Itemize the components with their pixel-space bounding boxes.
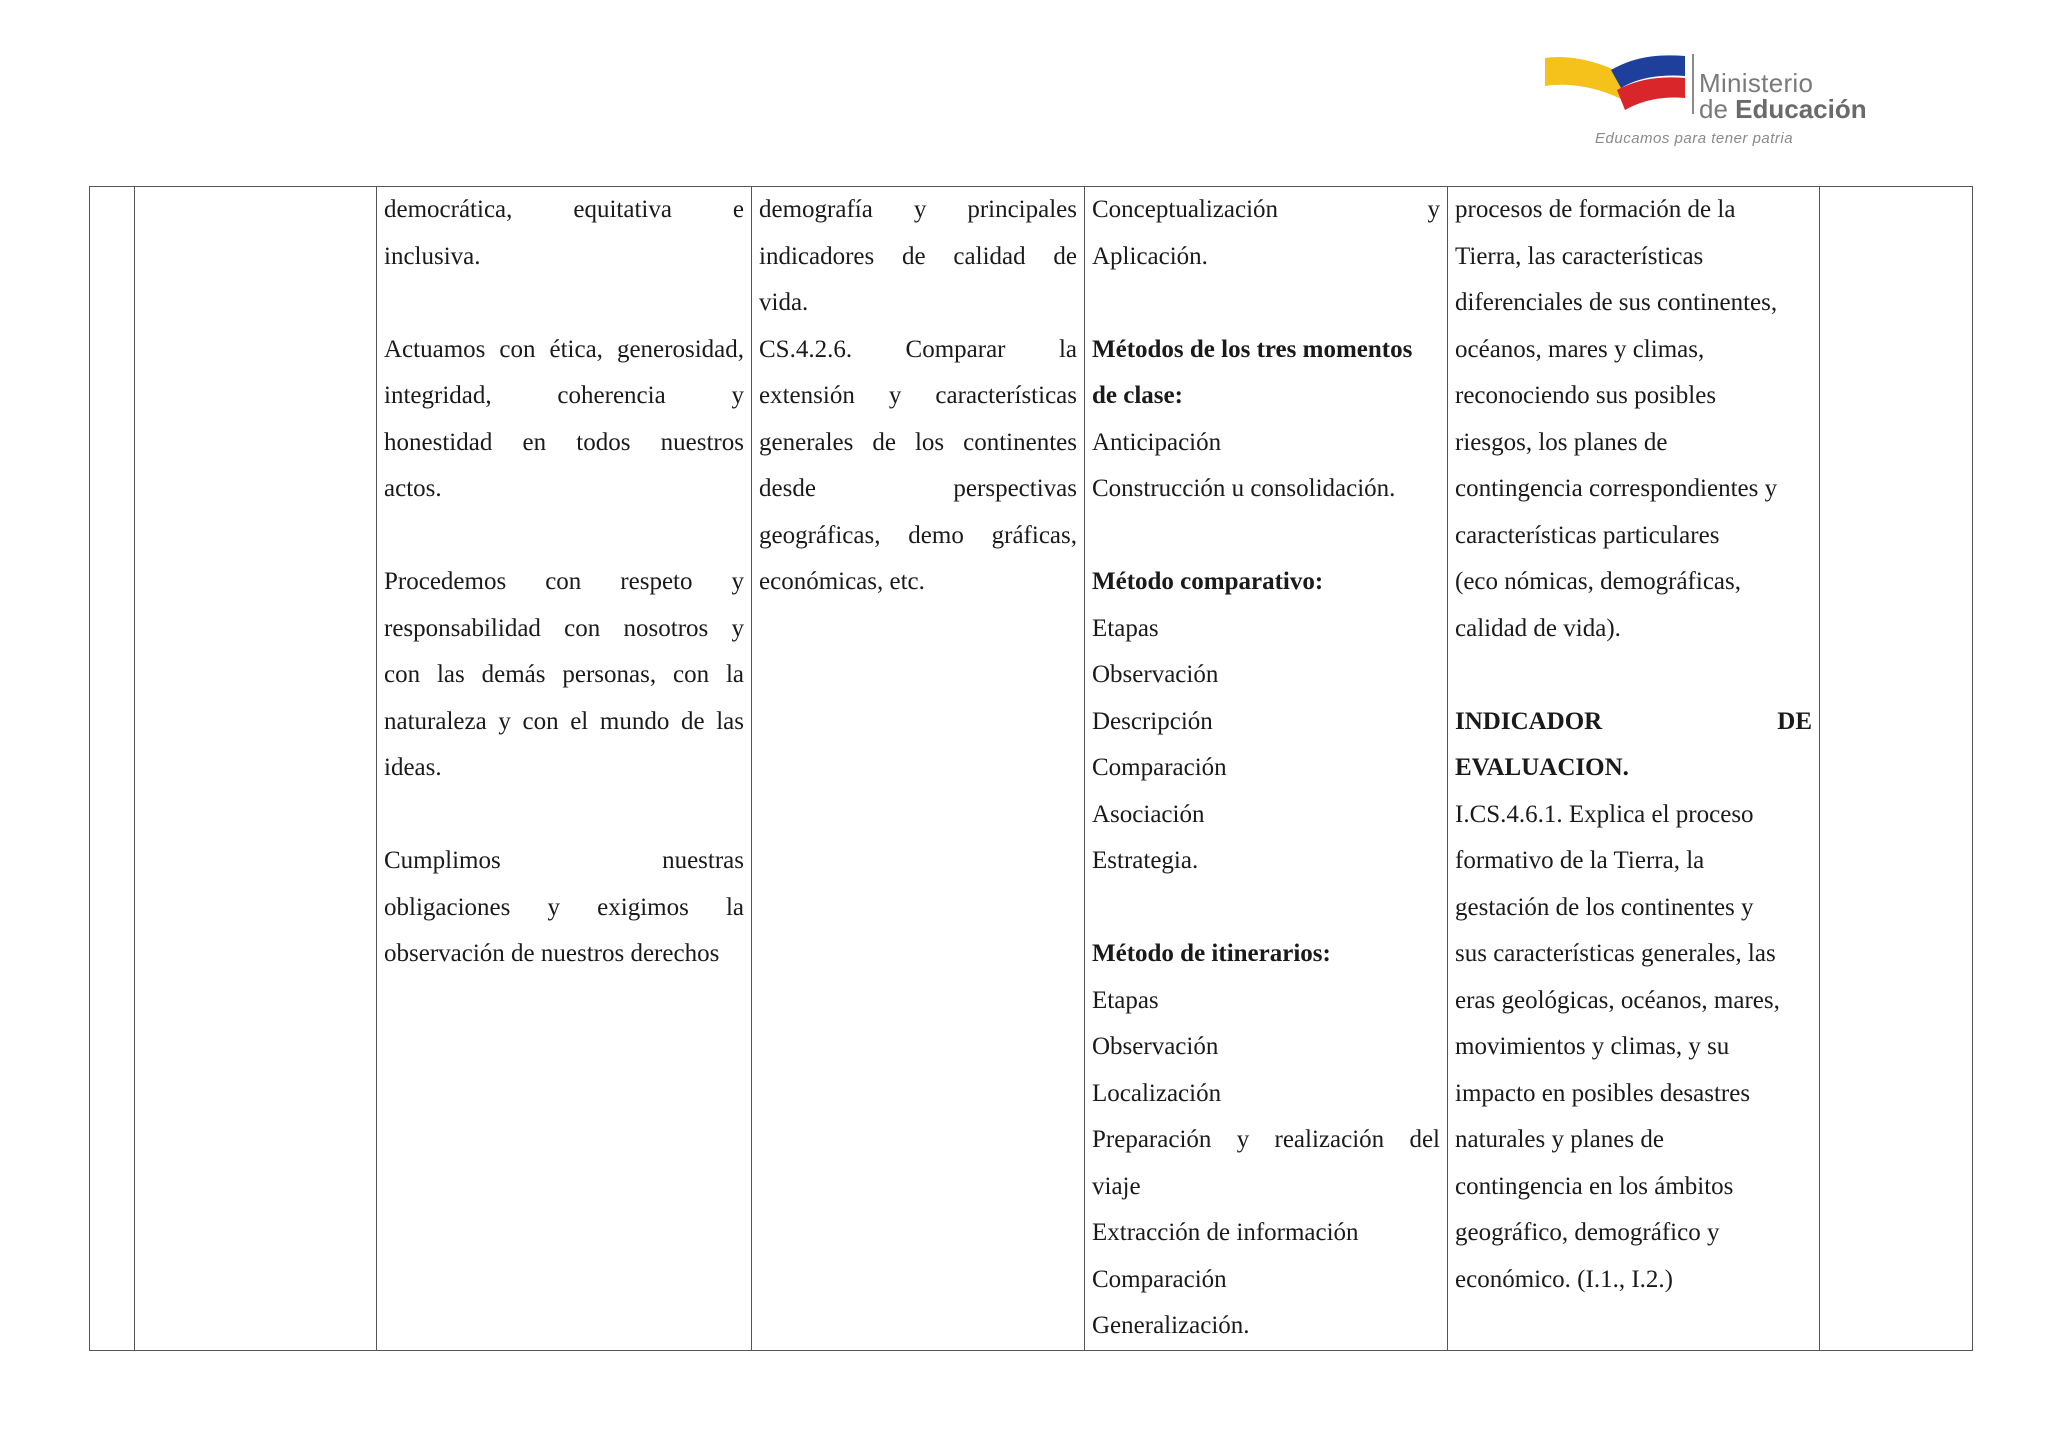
list-item: Comparación xyxy=(1092,754,1227,781)
table-cell-values xyxy=(377,187,752,1351)
text-line: características particulares xyxy=(1455,521,1720,549)
indicator-heading: INDICADOR DE xyxy=(1455,707,1812,735)
text-line: ideas. xyxy=(384,754,442,781)
table-cell-criteria xyxy=(1448,187,1820,1351)
text-line: contingencia correspondientes y xyxy=(1455,475,1778,502)
list-item: Descripción xyxy=(1092,707,1213,735)
text-line: eras geológicas, océanos, mares, xyxy=(1455,986,1780,1014)
list-item: Etapas xyxy=(1092,986,1159,1014)
text-line: generales de los continentes xyxy=(759,428,1077,456)
logo-yellow-band xyxy=(1545,57,1623,100)
text-line: observación de nuestros derechos xyxy=(384,940,720,967)
text-line: riesgos, los planes de xyxy=(1455,428,1668,456)
values-text xyxy=(377,187,751,978)
text-line: obligaciones y exigimos la xyxy=(384,893,744,921)
text-line: naturales y planes de xyxy=(1455,1126,1664,1153)
list-item: Comparación xyxy=(1092,1265,1227,1293)
table-cell-methods xyxy=(1085,187,1448,1351)
planning-table xyxy=(89,186,1973,1351)
text-line: (eco nómicas, demográficas, xyxy=(1455,568,1741,595)
method-heading: Método de itinerarios: xyxy=(1092,940,1331,967)
ministerio-educacion-logo xyxy=(1545,52,1925,152)
text-line: Tierra, las características xyxy=(1455,242,1704,270)
text-line: vida. xyxy=(759,289,809,316)
text-line: Aplicación. xyxy=(1092,242,1208,270)
list-item: Generalización. xyxy=(1092,1312,1250,1339)
text-line: con las demás personas, con la xyxy=(384,661,744,688)
text-line: contingencia en los ámbitos xyxy=(1455,1172,1734,1200)
text-line: calidad de vida). xyxy=(1455,614,1621,642)
text-line: I.CS.4.6.1. Explica el proceso xyxy=(1455,800,1754,828)
list-item: Observación xyxy=(1092,661,1219,688)
text-line: Conceptualización y xyxy=(1092,196,1440,223)
text-line: económicas, etc. xyxy=(759,568,925,595)
logo-educacion-text xyxy=(1699,96,1867,122)
methods-text xyxy=(1085,187,1447,1350)
text-line: geográfico, demográfico y xyxy=(1455,1219,1720,1246)
table-cell-col7 xyxy=(1820,187,1973,1351)
text-line: Cumplimos nuestras xyxy=(384,847,744,874)
text-line: procesos de formación de la xyxy=(1455,196,1736,223)
text-line: CS.4.2.6. Comparar la xyxy=(759,335,1077,363)
text-line: desde perspectivas xyxy=(759,475,1077,502)
table-cell-col2 xyxy=(135,187,377,1351)
method-heading: de clase: xyxy=(1092,382,1183,409)
skills-text xyxy=(752,187,1084,606)
text-line: honestidad en todos nuestros xyxy=(384,428,744,456)
text-line: Anticipación xyxy=(1092,428,1222,456)
text-line: impacto en posibles desastres xyxy=(1455,1079,1751,1107)
text-line: movimientos y climas, y su xyxy=(1455,1033,1730,1060)
text-line: océanos, mares y climas, xyxy=(1455,335,1705,363)
logo-ministerio-text: Ministerio xyxy=(1699,68,1814,98)
indicator-heading: EVALUACION. xyxy=(1455,754,1629,781)
list-item: Localización xyxy=(1092,1079,1222,1107)
list-item: viaje xyxy=(1092,1172,1141,1200)
list-item: Asociación xyxy=(1092,800,1205,828)
method-heading: Métodos de los tres momentos xyxy=(1092,335,1413,363)
method-heading: Método comparativo: xyxy=(1092,568,1324,595)
flag-swoosh-icon xyxy=(1545,52,1695,122)
text-line: naturaleza y con el mundo de las xyxy=(384,707,744,735)
list-item: Extracción de información xyxy=(1092,1219,1359,1246)
logo-educacion-bold: Educación xyxy=(1735,94,1867,124)
text-line: indicadores de calidad de xyxy=(759,242,1077,270)
list-item: Etapas xyxy=(1092,614,1159,642)
criteria-text xyxy=(1448,187,1819,1303)
table-cell-skills xyxy=(752,187,1085,1351)
logo-tagline: Educamos para tener patria xyxy=(1595,130,1794,147)
logo-de-text: de xyxy=(1699,94,1728,124)
text-line: Procedemos con respeto y xyxy=(384,568,744,595)
text-line: gestación de los continentes y xyxy=(1455,893,1754,921)
table-row xyxy=(90,187,1973,1351)
list-item: Preparación y realización del xyxy=(1092,1126,1440,1153)
text-line: democrática, equitativa e xyxy=(384,196,744,223)
text-line: integridad, coherencia y xyxy=(384,382,744,409)
text-line: geográficas, demo gráficas, xyxy=(759,521,1077,549)
text-line: diferenciales de sus continentes, xyxy=(1455,289,1778,316)
text-line: reconociendo sus posibles xyxy=(1455,382,1717,409)
list-item: Estrategia. xyxy=(1092,847,1199,874)
text-line: demografía y principales xyxy=(759,196,1077,223)
text-line: responsabilidad con nosotros y xyxy=(384,614,744,642)
text-line: formativo de la Tierra, la xyxy=(1455,847,1705,874)
text-line: inclusiva. xyxy=(384,242,481,270)
text-line: extensión y características xyxy=(759,382,1077,409)
text-line: Construcción u consolidación. xyxy=(1092,475,1396,502)
text-line: económico. (I.1., I.2.) xyxy=(1455,1265,1673,1293)
list-item: Observación xyxy=(1092,1033,1219,1060)
text-line: actos. xyxy=(384,475,442,502)
text-line: sus características generales, las xyxy=(1455,940,1776,967)
text-line: Actuamos con ética, generosidad, xyxy=(384,335,744,363)
table-cell-col1 xyxy=(90,187,135,1351)
